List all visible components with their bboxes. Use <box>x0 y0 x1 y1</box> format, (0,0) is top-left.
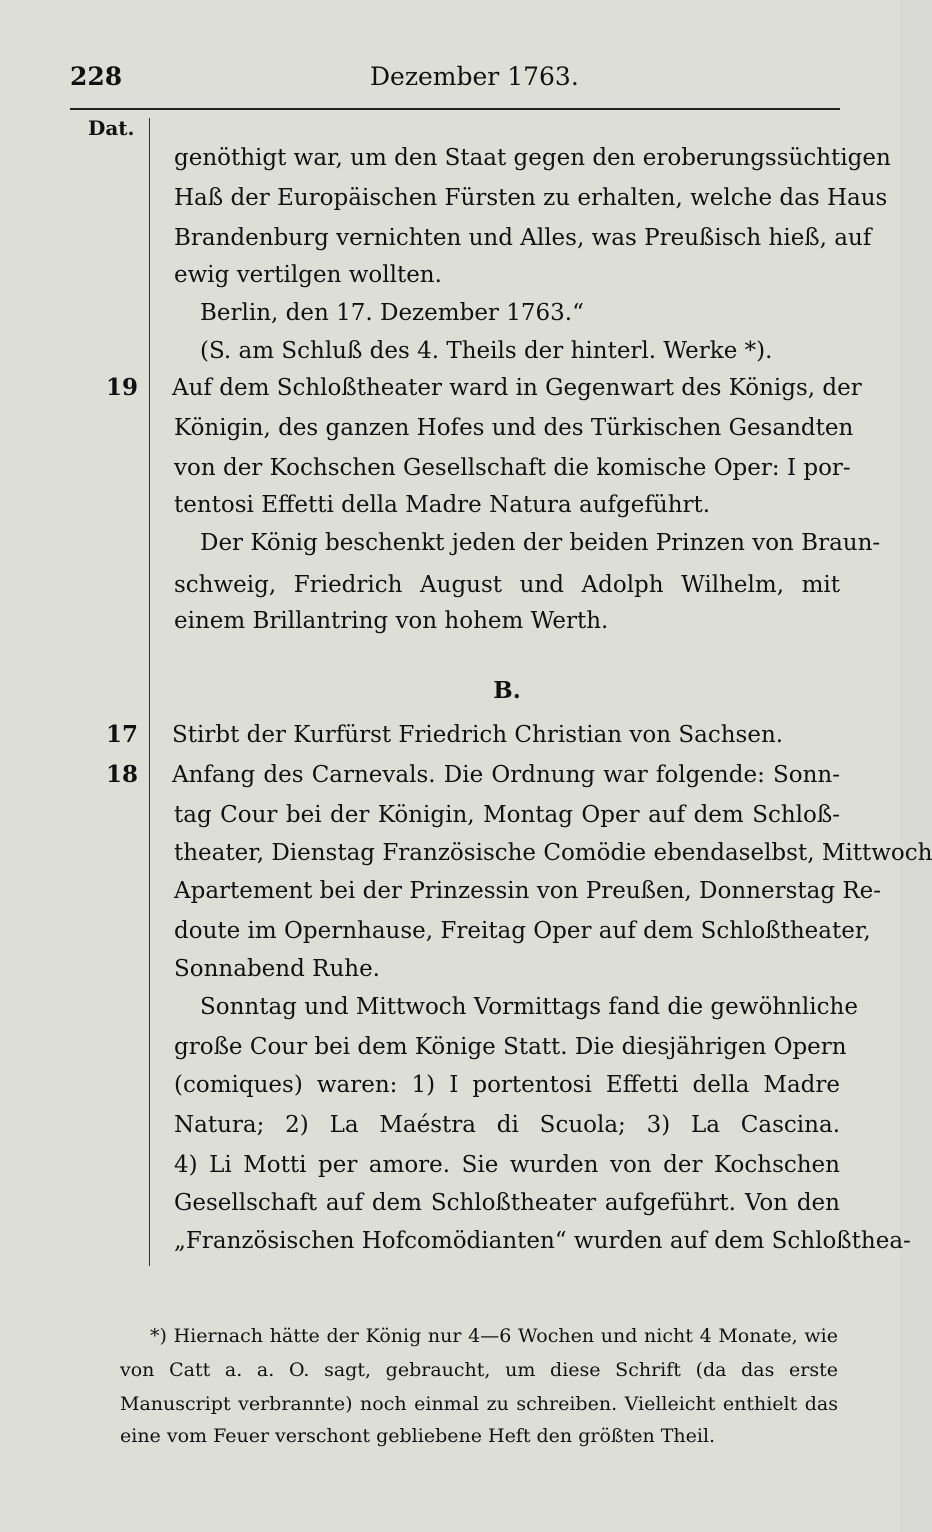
body-line: doute im Opernhause, Freitag Oper auf dem Schloßtheater, <box>174 918 871 944</box>
footnote-line: von Catt a. a. O. sagt, gebraucht, um diese Schrift (da das erste <box>120 1359 838 1381</box>
entry-day-number: 19 <box>105 374 138 401</box>
date-column-divider <box>149 118 150 1266</box>
page-number: 228 <box>70 62 123 91</box>
header-rule <box>70 108 840 110</box>
date-column-label: Dat. <box>88 116 135 140</box>
body-line: Der König beschenkt jeden der beiden Prinzen von Braun- <box>200 530 881 556</box>
footnote-line: eine vom Feuer verschont gebliebene Heft den größten Theil. <box>120 1425 716 1447</box>
body-line: schweig, Friedrich August und Adolph Wilhelm, mit <box>174 572 840 598</box>
body-line: Auf dem Schloßtheater ward in Gegenwart des Königs, der <box>172 375 862 401</box>
body-line: Sonnabend Ruhe. <box>174 956 380 982</box>
body-line: Königin, des ganzen Hofes und des Türkischen Gesandten <box>174 415 854 441</box>
body-line: genöthigt war, um den Staat gegen den eroberungssüchtigen <box>174 145 891 171</box>
body-line: theater, Dienstag Französische Comödie ebendaselbst, Mittwoch <box>174 840 932 866</box>
body-line: „Französischen Hofcomödianten“ wurden auf dem Schloßthea- <box>174 1228 911 1254</box>
body-line: (comiques) waren: 1) I portentosi Effetti della Madre <box>174 1072 840 1098</box>
body-line: 4) Li Motti per amore. Sie wurden von der Kochschen <box>174 1152 840 1178</box>
body-line: tentosi Effetti della Madre Natura aufgeführt. <box>174 492 711 518</box>
running-title: Dezember 1763. <box>370 62 579 91</box>
body-line: von der Kochschen Gesellschaft die komische Oper: I por- <box>174 455 851 481</box>
entry-day-number: 18 <box>105 761 138 788</box>
body-line: (S. am Schluß des 4. Theils der hinterl. Werke *). <box>200 338 773 364</box>
footnote-line: Manuscript verbrannte) noch einmal zu schreiben. Vielleicht enthielt das <box>120 1393 838 1415</box>
body-line: Apartement bei der Prinzessin von Preußen, Donnerstag Re- <box>174 878 882 904</box>
section-heading: B. <box>493 677 521 704</box>
entry-day-number: 17 <box>105 721 138 748</box>
body-line: einem Brillantring von hohem Werth. <box>174 608 609 634</box>
body-line: Sonntag und Mittwoch Vormittags fand die gewöhnliche <box>200 994 858 1020</box>
body-line: tag Cour bei der Königin, Montag Oper auf dem Schloß- <box>174 802 840 828</box>
body-line: ewig vertilgen wollten. <box>174 262 442 288</box>
page-header <box>70 62 840 94</box>
body-line: große Cour bei dem Könige Statt. Die diesjährigen Opern <box>174 1034 847 1060</box>
body-line: Anfang des Carnevals. Die Ordnung war folgende: Sonn- <box>172 762 840 788</box>
footnote-line: *) Hiernach hätte der König nur 4—6 Wochen und nicht 4 Monate, wie <box>150 1325 838 1347</box>
body-line: Gesellschaft auf dem Schloßtheater aufgeführt. Von den <box>174 1190 840 1216</box>
body-line: Haß der Europäischen Fürsten zu erhalten, welche das Haus <box>174 185 888 211</box>
body-line: Natura; 2) La Maéstra di Scuola; 3) La Cascina. <box>174 1112 840 1138</box>
body-line: Brandenburg vernichten und Alles, was Preußisch hieß, auf <box>174 225 872 251</box>
body-line: Stirbt der Kurfürst Friedrich Christian von Sachsen. <box>172 722 784 748</box>
body-line: Berlin, den 17. Dezember 1763.“ <box>200 300 584 326</box>
